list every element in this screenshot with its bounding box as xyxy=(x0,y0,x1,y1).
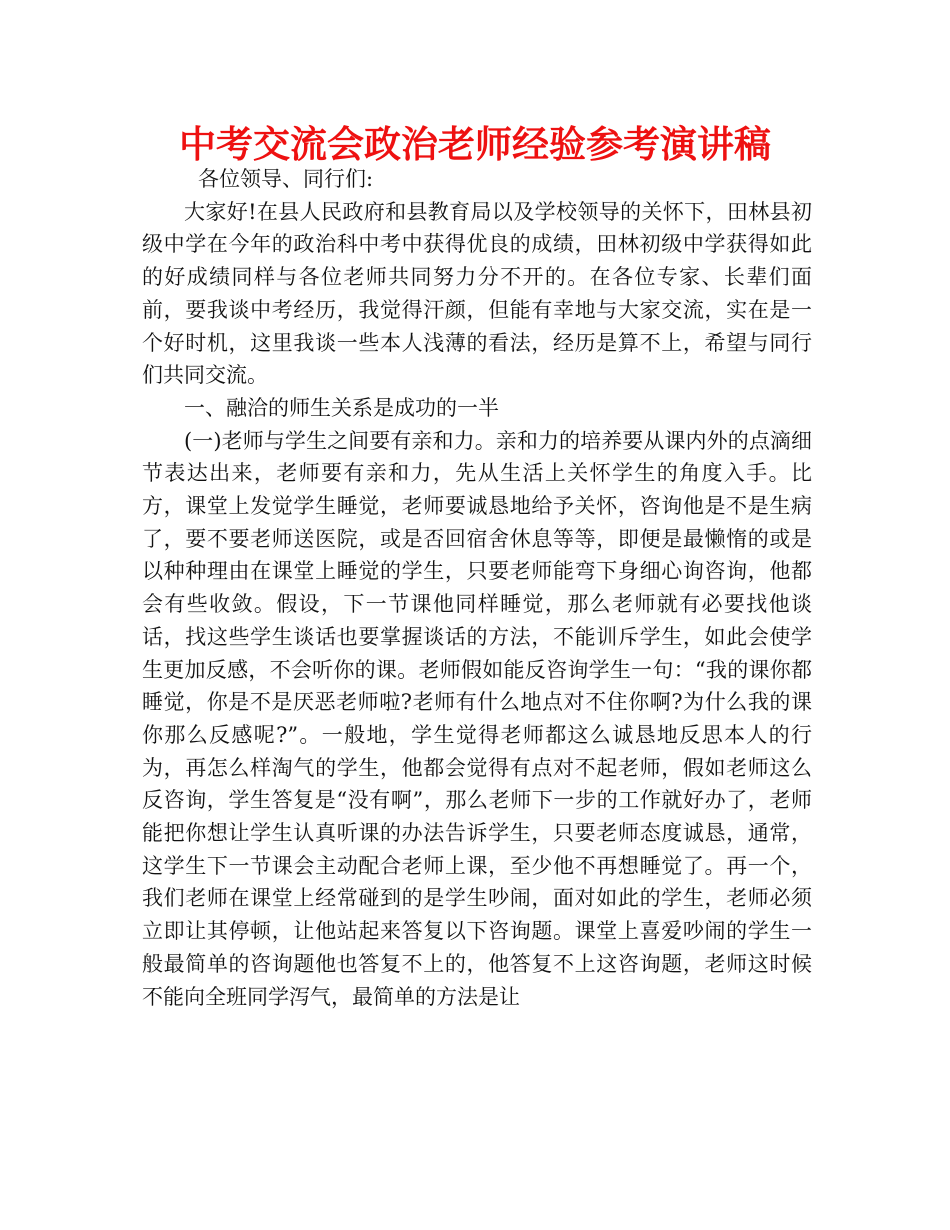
intro-paragraph: 大家好!在县人民政府和县教育局以及学校领导的关怀下，田林县初级中学在今年的政治科中考中获得优良的成绩，田林初级中学获得如此的好成绩同样与各位老师共同努力分不开的。在各位专家、长辈们面前，要我谈中考经历，我觉得汗颜，但能有幸地与大家交流，实在是一个好时机，这里我谈一些本人浅薄的看法，经历是算不上，希望与同行们共同交流。 xyxy=(142,199,812,388)
body-paragraph: (一)老师与学生之间要有亲和力。亲和力的培养要从课内外的点滴细节表达出来，老师要有亲和力，先从生活上关怀学生的角度入手。比方，课堂上发觉学生睡觉，老师要诚恳地给予关怀，咨询他是不是生病了，要不要老师送医院，或是否回宿舍休息等等，即便是最懒惰的或是以种种理由在课堂上睡觉的学生，只要老师能弯下身细心询咨询，他都会有些收敛。假设，下一节课他同样睡觉，那么老师就有必要找他谈话，找这些学生谈话也要掌握谈话的方法，不能训斥学生，如此会使学生更加反感，不会听你的课。老师假如能反咨询学生一句：“我的课你都睡觉，你是不是厌恶老师啦?老师有什么地点对不住你啊?为什么我的课你那么反感呢?”。一般地，学生觉得老师都这么诚恳地反思本人的行为，再怎么样淘气的学生，他都会觉得有点对不起老师，假如老师这么反咨询，学生答复是“没有啊”，那么老师下一步的工作就好办了，老师能把你想让学生认真听课的办法告诉学生，只要老师态度诚恳，通常，这学生下一节课会主动配合老师上课，至少他不再想睡觉了。再一个，我们老师在课堂上经常碰到的是学生吵闹，面对如此的学生，老师必须立即让其停顿，让他站起来答复以下咨询题。课堂上喜爱吵闹的学生一般最简单的咨询题他也答复不上的，他答复不上这咨询题，老师这时候不能向全班同学泻气，最简单的方法是让 xyxy=(142,428,812,1009)
document-body xyxy=(142,163,812,1013)
document-title: 中考交流会政治老师经验参考演讲稿 xyxy=(179,123,771,166)
section-heading: 一、融洽的师生关系是成功的一半 xyxy=(184,395,499,420)
greeting-paragraph: 各位领导、同行们: xyxy=(198,167,374,191)
